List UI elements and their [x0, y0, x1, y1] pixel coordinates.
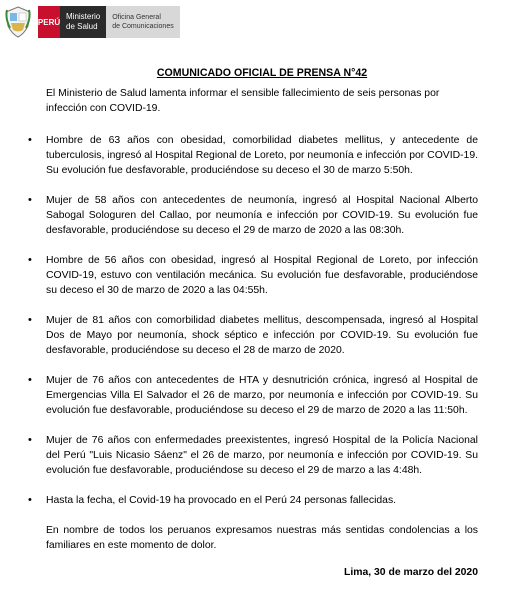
case-item: • Hombre de 63 años con obesidad, comorbilidad diabetes mellitus, y antecedente de tuberculosis, ingresó al Hospital Regional de Loreto, por neumonía e infección por COVID-19. Su evolución fue desfavorable, produciéndose su deceso el 30 de marzo 5:50h.	[46, 133, 478, 178]
ministry-line2: de Salud	[66, 22, 98, 31]
office-line1: Oficina General	[112, 14, 161, 21]
case-item: • Mujer de 76 años con antecedentes de HTA y desnutrición crónica, ingresó al Hospital de Emergencias Villa El Salvador el 26 de marzo, por neumonía e infección por COVID-19. Su evolución fue desfavorable, produciéndose su deceso el 29 de marzo de 2020 a las 11:50h.	[46, 373, 478, 418]
intro-paragraph: El Ministerio de Salud lamenta informar el sensible fallecimiento de seis personas por infección con COVID-19.	[46, 88, 440, 114]
case-item: • Mujer de 76 años con enfermedades preexistentes, ingresó Hospital de la Policía Nacional del Perú "Luis Nicasio Sáenz" el 26 de marzo, por neumonía e infección por COVID-19. Su evolución fue desfavorable, produciéndose su deceso el 29 de marzo a las 4:48h.	[46, 433, 478, 478]
ministry-line1: Ministerio	[66, 12, 101, 21]
office-line2: de Comunicaciones	[112, 23, 174, 30]
ministry-header-logo	[4, 2, 180, 42]
condolences-paragraph: En nombre de todos los peruanos expresamos nuestras más sentidas condolencias a los familiares en este momento de dolor.	[46, 525, 478, 551]
case-item: • Hombre de 56 años con obesidad, ingresó al Hospital Regional de Loreto, por infección COVID-19, estuvo con ventilación mecánica. Su evolución fue desfavorable, produciéndose su deceso el 30 de marzo de 2020 a las 04:55h.	[46, 253, 478, 298]
case-item: • Mujer de 58 años con antecedentes de neumonía, ingresó al Hospital Nacional Alberto Sabogal Sologuren del Callao, por neumonía e infección por COVID-19. Su evolución fue desfavorable, produciéndose su deceso el 29 de marzo de 2020 a las 08:30h.	[46, 193, 478, 238]
signature-date: Lima, 30 de marzo del 2020	[344, 567, 478, 578]
case-list	[46, 133, 478, 478]
peru-label-box	[38, 6, 60, 38]
document-body	[46, 66, 478, 580]
total-statement: • Hasta la fecha, el Covid-19 ha provocado en el Perú 24 personas fallecidas.	[46, 493, 478, 508]
country-label: PERÚ	[37, 17, 61, 27]
office-label-box	[106, 6, 179, 38]
case-item: • Mujer de 81 años con comorbilidad diabetes mellitus, descompensada, ingresó al Hospital Dos de Mayo por neumonía, shock séptico e infección por COVID-19. Su evolución fue desfavorable, produciéndose su deceso el 28 de marzo de 2020.	[46, 313, 478, 358]
coat-of-arms-icon	[4, 6, 32, 38]
document-title: COMUNICADO OFICIAL DE PRENSA N°42	[156, 67, 368, 79]
ministry-label-box	[60, 6, 106, 38]
